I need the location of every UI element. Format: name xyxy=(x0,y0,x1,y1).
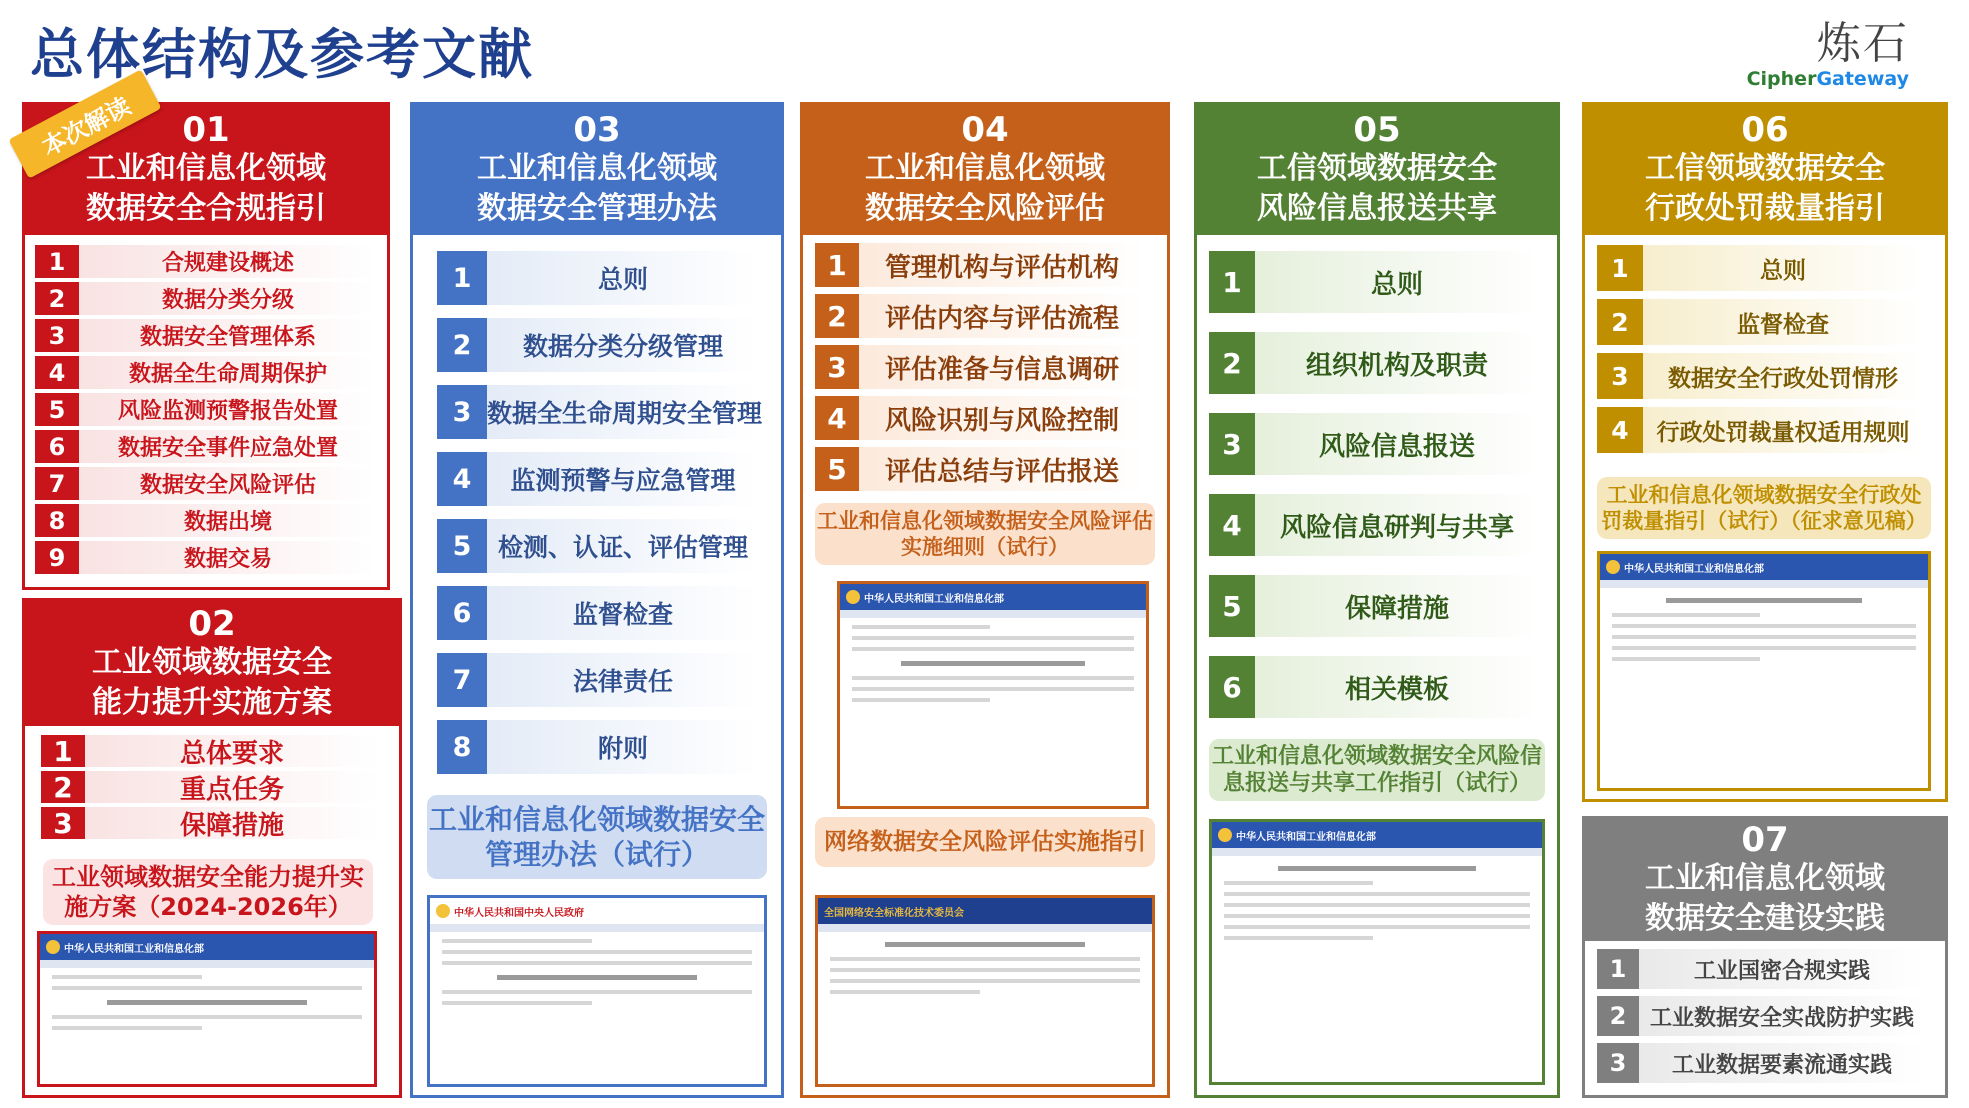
section-03-doc-label: 工业和信息化领域数据安全管理办法（试行） xyxy=(427,795,767,879)
section-04-item-3[interactable] xyxy=(815,345,1145,389)
section-01-header: 01 工业和信息化领域 数据安全合规指引 xyxy=(25,105,387,235)
section-03-item-5[interactable] xyxy=(437,519,759,573)
section-02 xyxy=(22,598,402,1098)
item-number: 2 xyxy=(1209,332,1255,394)
item-number: 3 xyxy=(815,345,859,389)
item-number: 2 xyxy=(1597,996,1639,1036)
section-01-item-8[interactable] xyxy=(35,504,377,537)
item-number: 8 xyxy=(35,504,79,537)
section-03-item-3[interactable] xyxy=(437,385,763,439)
section-06-item-3[interactable] xyxy=(1597,353,1923,399)
section-03-item-6[interactable] xyxy=(437,586,759,640)
section-03-header: 03 工业和信息化领域 数据安全管理办法 xyxy=(413,105,781,235)
item-label: 数据出境 xyxy=(183,510,272,535)
item-number: 1 xyxy=(815,243,859,287)
section-03-item-8[interactable] xyxy=(437,720,759,774)
item-label: 数据分类分级 xyxy=(161,288,294,313)
item-label: 合规建设概述 xyxy=(161,251,294,276)
item-number: 4 xyxy=(35,356,79,389)
item-number: 1 xyxy=(41,735,85,767)
section-05-item-1[interactable] xyxy=(1209,251,1539,313)
section-03-item-4[interactable] xyxy=(437,452,759,506)
section-05-item-6[interactable] xyxy=(1209,656,1539,718)
item-label: 数据安全管理体系 xyxy=(139,325,316,350)
section-04-doc-label-2: 网络数据安全风险评估实施指引 xyxy=(815,817,1155,867)
section-01-item-2[interactable] xyxy=(35,282,377,315)
item-label: 监督检查 xyxy=(1737,311,1829,338)
item-number: 5 xyxy=(35,393,79,426)
item-label: 数据安全风险评估 xyxy=(139,473,316,498)
logo-cn: 炼石 xyxy=(1817,18,1909,69)
section-06 xyxy=(1582,102,1948,802)
section-03-item-7[interactable] xyxy=(437,653,759,707)
item-label: 重点任务 xyxy=(179,774,284,805)
item-label: 相关模板 xyxy=(1344,674,1449,705)
section-02-item-2[interactable] xyxy=(41,771,379,803)
item-number: 5 xyxy=(1209,575,1255,637)
item-number: 6 xyxy=(35,430,79,463)
item-label: 风险信息报送 xyxy=(1318,431,1475,462)
item-label: 数据交易 xyxy=(183,547,272,572)
section-04 xyxy=(800,102,1170,1098)
section-05-header: 05 工信领域数据安全 风险信息报送共享 xyxy=(1197,105,1557,235)
item-number: 4 xyxy=(1209,494,1255,556)
section-02-doc-screenshot[interactable]: 中华人民共和国工业和信息化部 xyxy=(37,931,377,1087)
item-number: 1 xyxy=(1209,251,1255,313)
item-label: 行政处罚裁量权适用规则 xyxy=(1656,419,1910,446)
page-title: 总体结构及参考文献 xyxy=(30,23,534,86)
item-label: 风险信息研判与共享 xyxy=(1279,512,1514,543)
item-label: 工业国密合规实践 xyxy=(1693,958,1870,984)
section-01-item-1[interactable] xyxy=(35,245,377,278)
section-06-item-1[interactable] xyxy=(1597,245,1923,291)
section-01-item-4[interactable] xyxy=(35,356,377,389)
item-label: 数据全生命周期安全管理 xyxy=(487,399,763,428)
section-05-doc-label: 工业和信息化领域数据安全风险信息报送与共享工作指引（试行） xyxy=(1209,739,1545,801)
item-label: 总则 xyxy=(1370,269,1423,300)
item-number: 3 xyxy=(1209,413,1255,475)
section-02-doc-label: 工业领域数据安全能力提升实施方案（2024-2026年） xyxy=(43,859,373,925)
section-01-item-6[interactable] xyxy=(35,430,377,463)
section-05-item-4[interactable] xyxy=(1209,494,1539,556)
item-number: 7 xyxy=(437,653,487,707)
item-label: 保障措施 xyxy=(179,810,284,841)
section-02-header: 02 工业领域数据安全 能力提升实施方案 xyxy=(25,601,399,726)
item-label: 总体要求 xyxy=(179,738,284,769)
item-label: 评估内容与评估流程 xyxy=(884,303,1119,334)
section-06-header: 06 工信领域数据安全 行政处罚裁量指引 xyxy=(1585,105,1945,235)
item-number: 5 xyxy=(815,447,859,491)
item-number: 1 xyxy=(1597,949,1639,989)
item-number: 2 xyxy=(815,294,859,338)
item-label: 总则 xyxy=(597,265,648,294)
section-01-item-3[interactable] xyxy=(35,319,377,352)
section-05-item-2[interactable] xyxy=(1209,332,1539,394)
item-number: 1 xyxy=(437,251,487,305)
item-number: 4 xyxy=(437,452,487,506)
section-04-item-1[interactable] xyxy=(815,243,1145,287)
item-label: 数据安全行政处罚情形 xyxy=(1668,365,1898,392)
item-number: 9 xyxy=(35,541,79,574)
item-label: 附则 xyxy=(597,734,648,763)
section-07 xyxy=(1582,816,1948,1098)
item-number: 8 xyxy=(437,720,487,774)
item-number: 3 xyxy=(35,319,79,352)
section-07-item-2[interactable] xyxy=(1597,996,1925,1036)
section-01-item-7[interactable] xyxy=(35,467,377,500)
section-05 xyxy=(1194,102,1560,1098)
section-03-doc-screenshot[interactable]: 中华人民共和国中央人民政府 xyxy=(427,895,767,1087)
company-logo xyxy=(1747,20,1909,90)
current-reading-badge: 本次解读 xyxy=(8,69,161,178)
section-01-item-9[interactable] xyxy=(35,541,377,574)
section-03 xyxy=(410,102,784,1098)
item-label: 保障措施 xyxy=(1344,593,1449,624)
section-04-doc-screenshot-2[interactable]: 全国网络安全标准化技术委员会 xyxy=(815,895,1155,1087)
section-06-item-4[interactable] xyxy=(1597,407,1923,453)
item-number: 6 xyxy=(437,586,487,640)
item-number: 3 xyxy=(437,385,487,439)
section-07-item-3[interactable] xyxy=(1597,1043,1925,1083)
item-label: 检测、认证、评估管理 xyxy=(497,533,748,562)
item-number: 3 xyxy=(41,807,85,839)
item-number: 3 xyxy=(1597,353,1643,399)
section-04-item-4[interactable] xyxy=(815,396,1145,440)
section-04-item-5[interactable] xyxy=(815,447,1145,491)
item-label: 工业数据安全实战防护实践 xyxy=(1649,1005,1914,1031)
item-label: 评估准备与信息调研 xyxy=(884,354,1119,385)
item-label: 数据全生命周期保护 xyxy=(128,362,327,387)
item-label: 数据安全事件应急处置 xyxy=(117,436,338,461)
section-07-item-1[interactable] xyxy=(1597,949,1925,989)
item-label: 工业数据要素流通实践 xyxy=(1671,1052,1892,1078)
item-label: 管理机构与评估机构 xyxy=(884,252,1119,283)
section-04-header: 04 工业和信息化领域 数据安全风险评估 xyxy=(803,105,1167,235)
section-04-doc-label-1: 工业和信息化领域数据安全风险评估实施细则（试行） xyxy=(815,503,1155,565)
section-05-item-5[interactable] xyxy=(1209,575,1539,637)
item-number: 2 xyxy=(35,282,79,315)
section-03-item-2[interactable] xyxy=(437,318,759,372)
item-label: 数据分类分级管理 xyxy=(522,332,723,361)
item-number: 2 xyxy=(437,318,487,372)
item-label: 风险监测预警报告处置 xyxy=(117,399,338,424)
item-label: 风险识别与风险控制 xyxy=(884,405,1119,436)
section-06-item-2[interactable] xyxy=(1597,299,1923,345)
section-07-header: 07 工业和信息化领域 数据安全建设实践 xyxy=(1585,819,1945,941)
section-02-item-3[interactable] xyxy=(41,807,379,839)
item-label: 法律责任 xyxy=(572,667,673,696)
item-number: 5 xyxy=(437,519,487,573)
item-label: 监测预警与应急管理 xyxy=(510,466,736,495)
section-05-doc-screenshot[interactable]: 中华人民共和国工业和信息化部 xyxy=(1209,819,1545,1085)
section-04-doc-screenshot-1[interactable]: 中华人民共和国工业和信息化部 xyxy=(837,581,1149,809)
section-02-item-1[interactable] xyxy=(41,735,379,767)
item-label: 总则 xyxy=(1760,257,1806,284)
item-number: 7 xyxy=(35,467,79,500)
section-01 xyxy=(22,102,390,590)
item-number: 1 xyxy=(35,245,79,278)
item-number: 4 xyxy=(815,396,859,440)
logo-en: CipherGateway xyxy=(1746,68,1909,90)
item-number: 6 xyxy=(1209,656,1255,718)
item-number: 2 xyxy=(1597,299,1643,345)
item-label: 监督检查 xyxy=(572,600,673,629)
section-01-item-5[interactable] xyxy=(35,393,377,426)
section-04-item-2[interactable] xyxy=(815,294,1145,338)
section-05-item-3[interactable] xyxy=(1209,413,1539,475)
section-06-doc-label: 工业和信息化领域数据安全行政处罚裁量指引（试行）（征求意见稿） xyxy=(1597,477,1931,539)
item-label: 组织机构及职责 xyxy=(1305,350,1488,381)
item-number: 4 xyxy=(1597,407,1643,453)
item-number: 3 xyxy=(1597,1043,1639,1083)
section-06-doc-screenshot[interactable]: 中华人民共和国工业和信息化部 xyxy=(1597,551,1931,791)
item-number: 2 xyxy=(41,771,85,803)
item-number: 1 xyxy=(1597,245,1643,291)
section-03-item-1[interactable] xyxy=(437,251,759,305)
item-label: 评估总结与评估报送 xyxy=(884,456,1119,487)
